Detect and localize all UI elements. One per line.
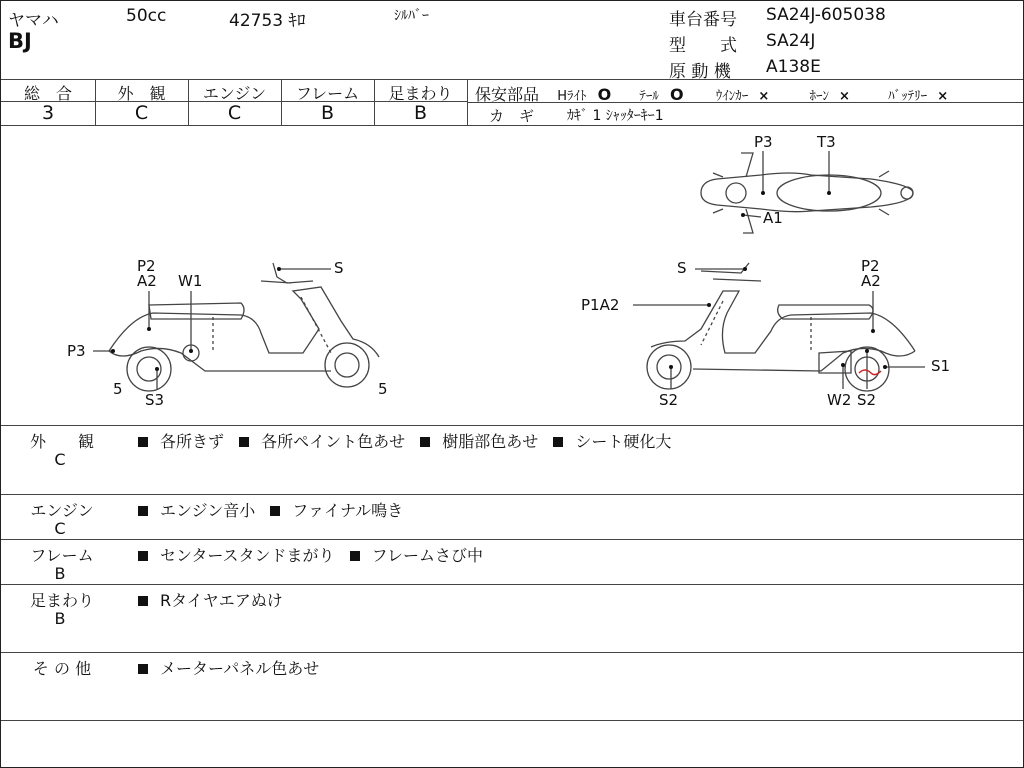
section-suspension-grade: B: [54, 609, 66, 628]
mileage: 42753 ｷﾛ: [229, 11, 306, 31]
color: ｼﾙﾊﾞｰ: [394, 8, 429, 24]
section-other-label: そ の 他: [32, 659, 92, 678]
note: メーターパネル色あせ: [160, 659, 320, 678]
note: 樹脂部色あせ: [442, 432, 539, 451]
damage-diagram: [1, 126, 1023, 424]
headlight-label: Hﾗｲﾄ: [557, 89, 587, 104]
label-left-s3: S3: [145, 391, 165, 409]
headlight-mark: O: [597, 85, 612, 104]
bullet-icon: [138, 664, 148, 674]
section-frame-notes: [138, 543, 483, 566]
grade-value-frame: B: [320, 102, 335, 124]
bullet-icon: [420, 437, 430, 447]
grade-label-suspension: 足まわり: [388, 84, 453, 103]
section-exterior-grade: C: [54, 450, 66, 469]
maker: ヤマハ: [8, 11, 59, 31]
note: エンジン音小: [160, 501, 256, 520]
label-left-a2: A2: [137, 272, 157, 290]
divider: [1, 494, 1023, 495]
label-right-p1a2: P1A2: [581, 296, 620, 314]
note: ファイナル鳴き: [292, 501, 404, 520]
grade-value-suspension: B: [413, 102, 428, 124]
key-value: ｶｷﾞ 1 ｼｬｯﾀｰｷｰ1: [567, 108, 664, 124]
note: 各所ペイント色あせ: [261, 432, 406, 451]
horn-mark: ×: [839, 89, 850, 104]
note: 各所きず: [160, 432, 225, 451]
label-right-a2: A2: [861, 272, 881, 290]
type-label: 型 式: [669, 36, 737, 56]
bullet-icon: [350, 551, 360, 561]
label-left-w1: W1: [178, 272, 203, 290]
grade-value-engine: C: [227, 102, 242, 124]
grade-value-exterior: C: [134, 102, 149, 124]
section-engine-notes: [138, 498, 403, 521]
note: シート硬化大: [575, 432, 672, 451]
bullet-icon: [138, 437, 148, 447]
type-value: SA24J: [766, 31, 816, 51]
frame-number: SA24J-605038: [766, 5, 886, 25]
label-left-5-front: 5: [378, 380, 388, 398]
label-right-s1: S1: [931, 357, 951, 375]
grade-label-overall: 総 合: [23, 84, 72, 103]
label-right-s2-rear: S2: [857, 391, 877, 409]
label-right-w2: W2: [827, 391, 852, 409]
bullet-icon: [239, 437, 249, 447]
bullet-icon: [138, 551, 148, 561]
note: フレームさび中: [371, 546, 484, 565]
tail-label: ﾃｰﾙ: [639, 89, 659, 104]
label-left-s: S: [334, 259, 344, 277]
note: センタースタンドまがり: [160, 546, 335, 565]
key-label: カ ギ: [489, 107, 535, 125]
model-name: BJ: [8, 29, 32, 53]
section-exterior-label: 外 観: [29, 432, 94, 451]
divider: [1, 720, 1023, 721]
section-engine-label: エンジン: [30, 501, 94, 520]
section-suspension-notes: [138, 588, 283, 611]
engine-label: 原 動 機: [669, 62, 731, 82]
label-left-p3: P3: [67, 342, 86, 360]
section-other-notes: [138, 656, 319, 679]
label-right-p2: P2: [861, 257, 880, 275]
grade-value-overall: 3: [41, 102, 55, 124]
grade-label-frame: フレーム: [295, 84, 360, 103]
divider: [1, 539, 1023, 540]
grade-label-exterior: 外 観: [117, 84, 166, 103]
section-frame-grade: B: [54, 564, 66, 583]
bullet-icon: [270, 506, 280, 516]
label-left-p2: P2: [137, 257, 156, 275]
scooter-top-view: [701, 153, 913, 233]
battery-label: ﾊﾞｯﾃﾘｰ: [888, 89, 928, 104]
note: Rタイヤエアぬけ: [160, 591, 283, 610]
displacement: 50cc: [126, 6, 167, 26]
label-left-5-rear: 5: [113, 380, 123, 398]
label-top-p3: P3: [754, 133, 773, 151]
section-suspension-label: 足まわり: [29, 591, 94, 610]
callout-lines: [93, 151, 925, 389]
divider: [1, 79, 1023, 80]
grade-label-engine: エンジン: [202, 84, 267, 103]
frame-number-label: 車台番号: [669, 10, 737, 30]
label-top-t3: T3: [817, 133, 836, 151]
scratch-mark: [859, 370, 881, 375]
label-right-s: S: [677, 259, 687, 277]
section-frame-label: フレーム: [30, 546, 94, 565]
engine-value: A138E: [766, 57, 821, 77]
label-top-a1: A1: [763, 209, 783, 227]
section-engine-grade: C: [54, 519, 66, 538]
divider: [1, 425, 1023, 426]
bullet-icon: [138, 506, 148, 516]
safety-parts-row: [475, 82, 948, 105]
bullet-icon: [138, 596, 148, 606]
safety-parts-label: 保安部品: [475, 85, 540, 104]
divider: [1, 652, 1023, 653]
label-right-s2-front: S2: [659, 391, 679, 409]
winker-label: ｳｲﾝｶｰ: [715, 89, 749, 104]
winker-mark: ×: [758, 89, 770, 104]
divider: [1, 584, 1023, 585]
tail-mark: O: [669, 85, 684, 104]
bullet-icon: [553, 437, 563, 447]
section-exterior-notes: [138, 429, 671, 452]
battery-mark: ×: [937, 89, 949, 104]
horn-label: ﾎｰﾝ: [809, 89, 829, 104]
